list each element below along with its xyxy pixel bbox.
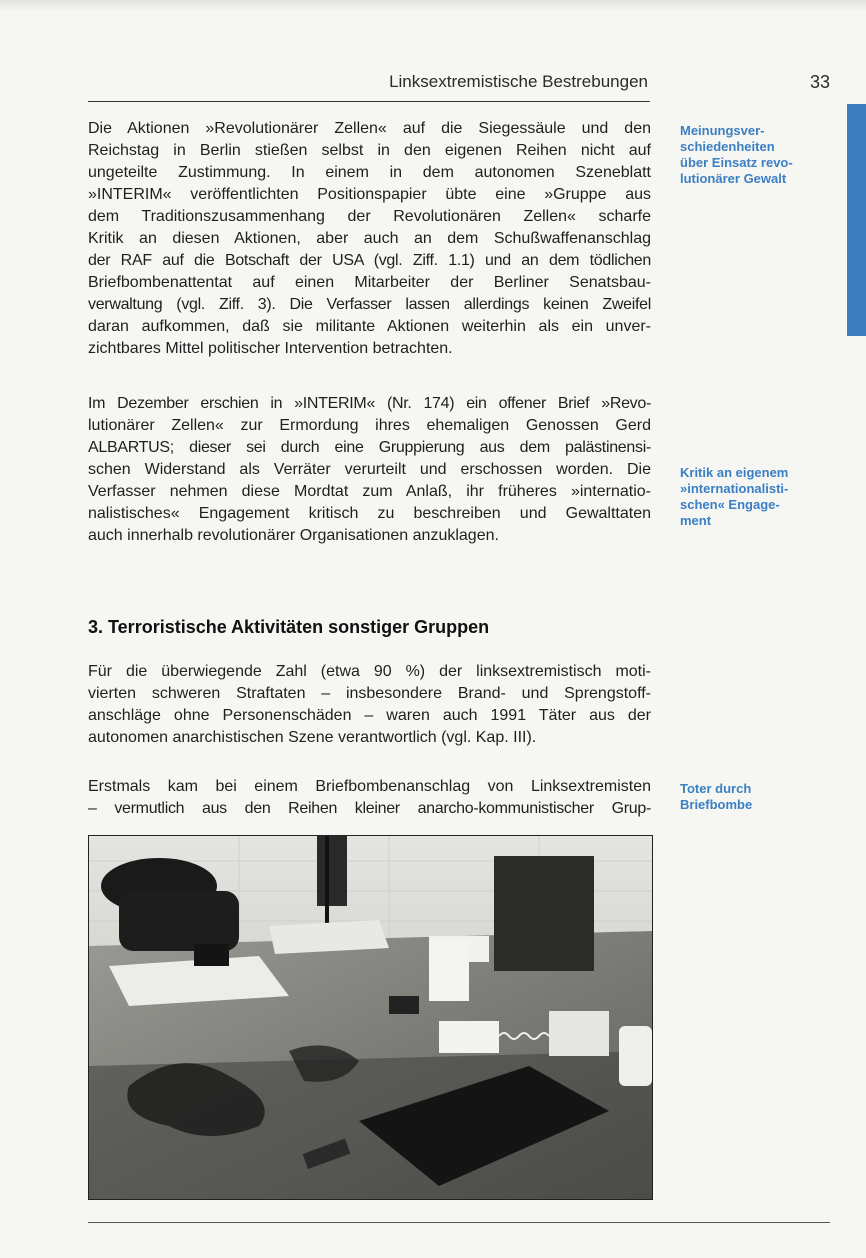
text-line: Kritik an diesen Aktionen, aber auch an dem Schußwaffenanschlag [88,230,651,247]
text-line: vierten schweren Straftaten – insbesondere Brand- und Sprengstoff- [88,685,651,702]
text-line: der RAF auf die Botschaft der USA (vgl. Ziff. 1.1) und an dem tödlichen [88,252,651,269]
paragraph-letter-bomb [88,776,651,820]
text-line: anschläge ohne Personenschäden – waren auch 1991 Täter aus der [88,707,651,724]
chapter-thumb-tab [847,104,866,336]
paragraph-rz-criticism [88,118,651,360]
page-number: 33 [809,72,830,92]
text-line: Verfasser nehmen diese Mordtat zum Anlaß, ihr früheres »internatio- [88,483,651,500]
text-line: Reichstag in Berlin stießen selbst in den eigenen Reihen nicht auf [88,142,651,159]
running-header-title: Linksextremistische Bestrebungen [389,72,648,91]
marginal-line: Meinungsver- [680,123,765,138]
text-line: Für die überwiegende Zahl (etwa 90 %) der linksextremistisch moti- [88,663,651,680]
text-line: lutionärer Zellen« zur Ermordung ihres ehemaligen Genossen Gerd [88,417,651,434]
footer-rule [88,1222,830,1223]
marginal-line: ment [680,513,712,528]
text-line: Erstmals kam bei einem Briefbombenanschlag von Linksextremisten [88,778,651,795]
marginal-line: lutionärer Gewalt [680,171,787,186]
marginal-line: Kritik an eigenem [680,465,789,480]
text-line: schen Widerstand als Verräter verurteilt und erschossen worden. Die [88,461,651,478]
marginal-line: Toter durch [680,781,752,796]
marginal-line: »internationalisti- [680,481,789,496]
marginal-note-disagreements [680,123,830,187]
marginal-note-letter-bomb [680,781,830,813]
crime-scene-photo [88,835,653,1200]
text-line: verwaltung (vgl. Ziff. 3). Die Verfasser lassen allerdings keinen Zweifel [88,296,651,313]
text-line: dem Traditionszusammenhang der Revolutionären Zellen« scharfe [88,208,651,225]
text-line: – vermutlich aus den Reihen kleiner anarcho-kommunistischer Grup- [88,800,651,817]
text-line: Im Dezember erschien in »INTERIM« (Nr. 174) ein offener Brief »Revo- [88,395,651,412]
marginal-line: über Einsatz revo- [680,155,793,170]
marginal-line: schiedenheiten [680,139,775,154]
marginal-line: schen« Engage- [680,497,780,512]
paragraph-autonomous-scene [88,661,651,749]
text-line: zichtbares Mittel politischer Intervention betrachten. [88,340,453,357]
section-heading: 3. Terroristische Aktivitäten sonstiger Gruppen [88,617,490,637]
text-line: ALBARTUS; dieser sei durch eine Gruppierung aus dem palästinensi- [88,439,651,456]
text-line: ungeteilte Zustimmung. In einem in dem autonomen Szeneblatt [88,164,651,181]
photo-illustration [89,836,652,1199]
text-line: autonomen anarchistischen Szene verantwortlich (vgl. Kap. III). [88,729,537,746]
page-top-shadow [0,0,866,12]
text-line: auch innerhalb revolutionärer Organisationen anzuklagen. [88,527,499,544]
text-line: Briefbombenattentat auf einen Mitarbeiter der Berliner Senatsbau- [88,274,651,291]
paragraph-open-letter [88,393,651,547]
text-line: nalistisches« Engagement kritisch zu beschreiben und Gewalttaten [88,505,651,522]
text-line: Die Aktionen »Revolutionärer Zellen« auf die Siegessäule und den [88,120,651,137]
marginal-note-self-criticism [680,465,830,529]
marginal-line: Briefbombe [680,797,753,812]
header-rule [88,101,650,102]
text-line: daran aufkommen, daß sie militante Aktionen weiterhin als ein unver- [88,318,651,335]
text-line: »INTERIM« veröffentlichten Positionspapier übte eine »Gruppe aus [88,186,651,203]
